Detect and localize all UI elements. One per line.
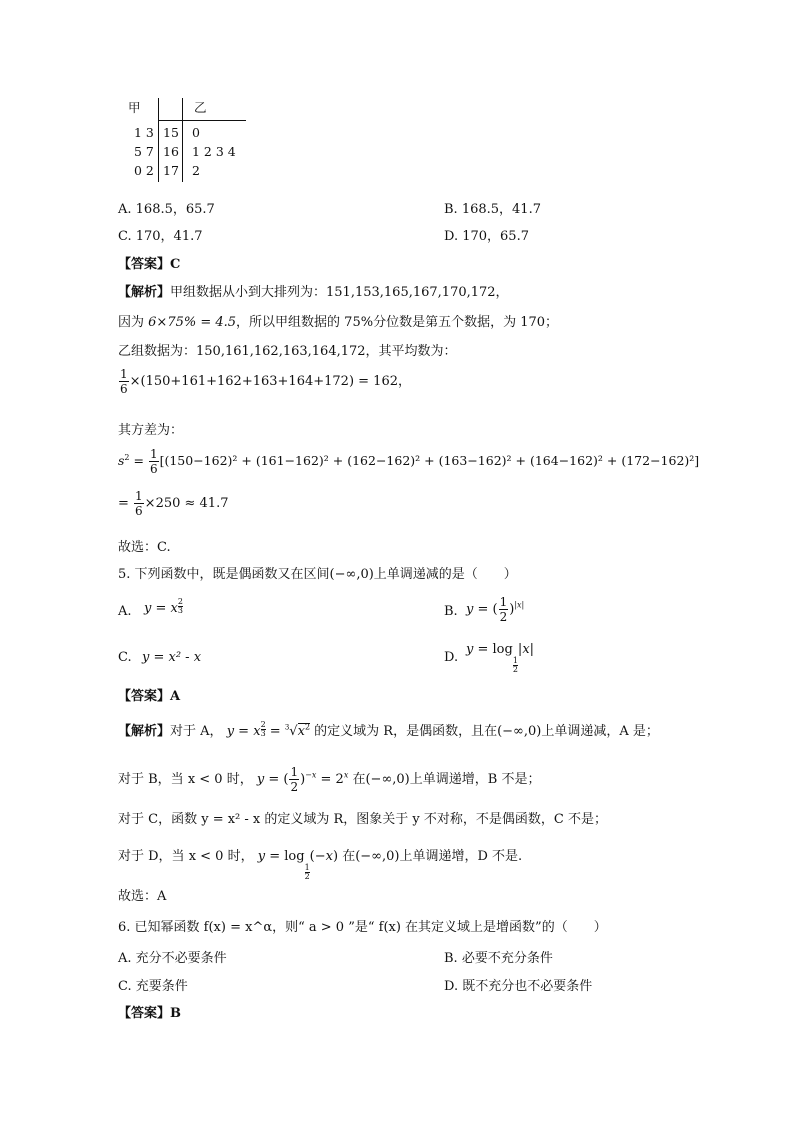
- q5-option-d-expr: y = log $_{\frac{1}{2}}$ |x|: [466, 642, 535, 674]
- stem-leaf-plot: [118, 98, 248, 182]
- divider: [158, 120, 246, 121]
- fraction: $\frac{1}{2}$: [499, 595, 508, 624]
- variance-formula: $s^2$ = $\frac{1}{6}$ [(150−162)² + (161−162)² + (162−162)² + (163−162)² + (164−162)² + (172−162)²]: [118, 447, 700, 476]
- leaf-left: 5 7: [134, 144, 154, 159]
- answer: 【答案】A: [118, 689, 181, 704]
- text: 在(−∞,0)上单调递增，D 不是.: [342, 849, 523, 864]
- divider: [182, 98, 183, 182]
- analysis-line: [118, 281, 509, 300]
- stem-leaf-left-header: 甲: [128, 100, 141, 115]
- analysis-line: 对于 C，函数 y = x² - x 的定义域为 R，图象关于 y 不对称，不是偶函数，C 不是；: [118, 812, 607, 827]
- option-b: B. 168.5，41.7: [444, 202, 541, 217]
- text: 对于 D，当 x < 0 时，: [118, 849, 254, 864]
- answer: 【答案】C: [118, 257, 181, 272]
- text: ，所以甲组数据的 75%分位数是第五个数据，为 170；: [236, 315, 559, 330]
- fraction: $\frac{1}{6}$: [135, 489, 143, 518]
- analysis-line: 【解析】对于 A， y = x $^{\frac{2}{3}}$ = $^3√x^2$ 的定义域为 R，是偶函数，且在(−∞,0)上单调递减，A 是；: [118, 720, 659, 739]
- analysis-line: 对于 D，当 x < 0 时， y = log $_{\frac{1}{2}}$ (−x) 在(−∞,0)上单调递增，D 不是.: [118, 849, 523, 881]
- leaf-right: 1 2 3 4: [192, 144, 236, 159]
- option-a: A. 充分不必要条件: [118, 951, 227, 966]
- text: 的定义域为 R，是偶函数，且在(−∞,0)上单调递减，A 是；: [314, 724, 659, 739]
- q5-option-b-label: B.: [444, 604, 458, 619]
- mean-formula: [118, 368, 411, 395]
- analysis-label: 【解析】: [118, 724, 171, 739]
- question-5-stem: 5. 下列函数中，既是偶函数又在区间(−∞,0)上单调递减的是（ ）: [118, 567, 517, 582]
- math-expr: ×(150+161+162+163+164+172) = 162，: [129, 374, 411, 389]
- option-c: C. 170，41.7: [118, 229, 203, 244]
- analysis-line: 对于 B，当 x < 0 时， y = ( $\frac{1}{2}$ )$^{-x} = 2^x$ 在(−∞,0)上单调递增，B 不是；: [118, 765, 541, 794]
- choice-line: 故选：C.: [118, 540, 171, 555]
- analysis-line: [118, 311, 558, 330]
- leaf-left: 1 3: [134, 125, 154, 140]
- math-expr: [(150−162)² + (161−162)² + (162−162)² + (163−162)² + (164−162)² + (172−162)²]: [159, 453, 700, 468]
- option-a: A. 168.5，65.7: [118, 202, 215, 217]
- fraction: $\frac{1}{2}$: [290, 765, 299, 794]
- analysis-label: 【解析】: [118, 285, 171, 300]
- math-expr: 6×75% = 4.5: [148, 315, 237, 330]
- stem-leaf-right-header: 乙: [194, 100, 207, 115]
- text: 在(−∞,0)上单调递增，B 不是；: [352, 772, 541, 787]
- question-6-stem: 6. 已知幂函数 f(x) = x^α，则“ a > 0 ”是“ f(x) 在其定义域上是增函数”的（ ）: [118, 920, 607, 935]
- leaf-right: 2: [192, 163, 200, 178]
- q5-option-c-expr: y = x² - x: [142, 650, 202, 665]
- variance-label: 其方差为：: [118, 423, 184, 438]
- option-d: D. 170，65.7: [444, 229, 529, 244]
- leaf-right: 0: [192, 125, 200, 140]
- q5-option-c-label: C.: [118, 650, 132, 665]
- option-c: C. 充要条件: [118, 979, 188, 994]
- text: 因为: [118, 315, 145, 330]
- q5-option-a-label: A.: [118, 604, 132, 619]
- q5-option-d-label: D.: [444, 650, 459, 665]
- leaf-left: 0 2: [134, 163, 154, 178]
- analysis-line: 乙组数据为：150,161,162,163,164,172，其平均数为：: [118, 344, 457, 359]
- variance-result: = $\frac{1}{6}$ ×250 ≈ 41.7: [118, 489, 229, 518]
- fraction: $\frac{1}{6}$: [120, 367, 128, 396]
- stem: 15: [163, 125, 179, 140]
- stem: 16: [163, 144, 179, 159]
- fraction: $\frac{1}{6}$: [149, 447, 158, 476]
- option-d: D. 既不充分也不必要条件: [444, 979, 593, 994]
- answer: 【答案】B: [118, 1006, 181, 1021]
- stem: 17: [163, 163, 179, 178]
- option-b: B. 必要不充分条件: [444, 951, 553, 966]
- text: 对于 B，当 x < 0 时，: [118, 772, 253, 787]
- q5-option-b-expr: y = ( $\frac{1}{2}$ )$^{|x|}$: [466, 595, 525, 624]
- divider: [158, 98, 159, 182]
- q5-option-a-expr: y = x $^{\frac{2}{3}}$: [144, 597, 183, 616]
- math-expr: ×250 ≈ 41.7: [144, 496, 229, 511]
- analysis-text: 甲组数据从小到大排列为：151,153,165,167,170,172，: [170, 285, 509, 300]
- text: 对于 A，: [170, 724, 223, 739]
- choice-line: 故选：A: [118, 889, 167, 904]
